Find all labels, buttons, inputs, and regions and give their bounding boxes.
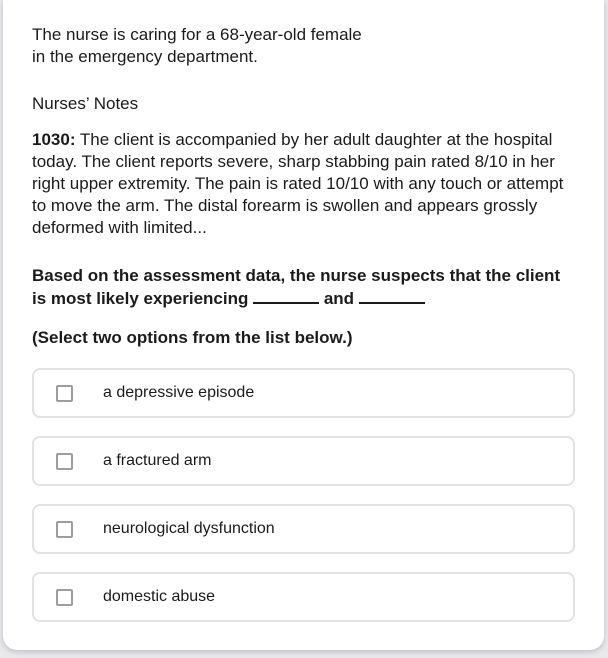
note-time: 1030: [32, 130, 76, 149]
checkbox-icon[interactable] [56, 385, 73, 402]
option-fractured-arm[interactable] [32, 436, 575, 486]
answer-blank-2 [359, 287, 425, 304]
answer-blank-1 [253, 287, 319, 304]
option-label: neurological dysfunction [103, 520, 275, 537]
nurses-notes-heading: Nurses’ Notes [32, 94, 139, 113]
checkbox-icon[interactable] [56, 521, 73, 538]
checkbox-icon[interactable] [56, 453, 73, 470]
question-connector: and [323, 289, 355, 308]
option-label: a depressive episode [103, 384, 255, 401]
scenario-intro-line2: in the emergency department. [32, 47, 258, 66]
option-neurological-dysfunction[interactable] [32, 504, 575, 554]
question-prompt [32, 265, 572, 310]
question-card [3, 0, 604, 650]
scenario-intro [32, 24, 432, 68]
option-domestic-abuse[interactable] [32, 572, 575, 622]
checkbox-icon[interactable] [56, 589, 73, 606]
option-label: domestic abuse [103, 588, 216, 605]
nurses-note-entry [32, 129, 572, 239]
options-list [32, 368, 575, 640]
scenario-intro-line1: The nurse is caring for a 68-year-old female [32, 25, 362, 44]
option-depressive-episode[interactable] [32, 368, 575, 418]
option-label: a fractured arm [103, 452, 212, 469]
question-instruction: (Select two options from the list below.) [32, 328, 353, 347]
note-text: The client is accompanied by her adult daughter at the hospital today. The client reports severe, sharp stabbing pain rated 8/10 in her right upper extremity. The pain is rated 10/10 with any touch or attempt to move the arm. The distal forearm is swollen and appears grossly deformed with limited... [32, 130, 564, 237]
question-text: Based on the assessment data, the nurse suspects that the client is most likely experiencing [32, 266, 561, 308]
